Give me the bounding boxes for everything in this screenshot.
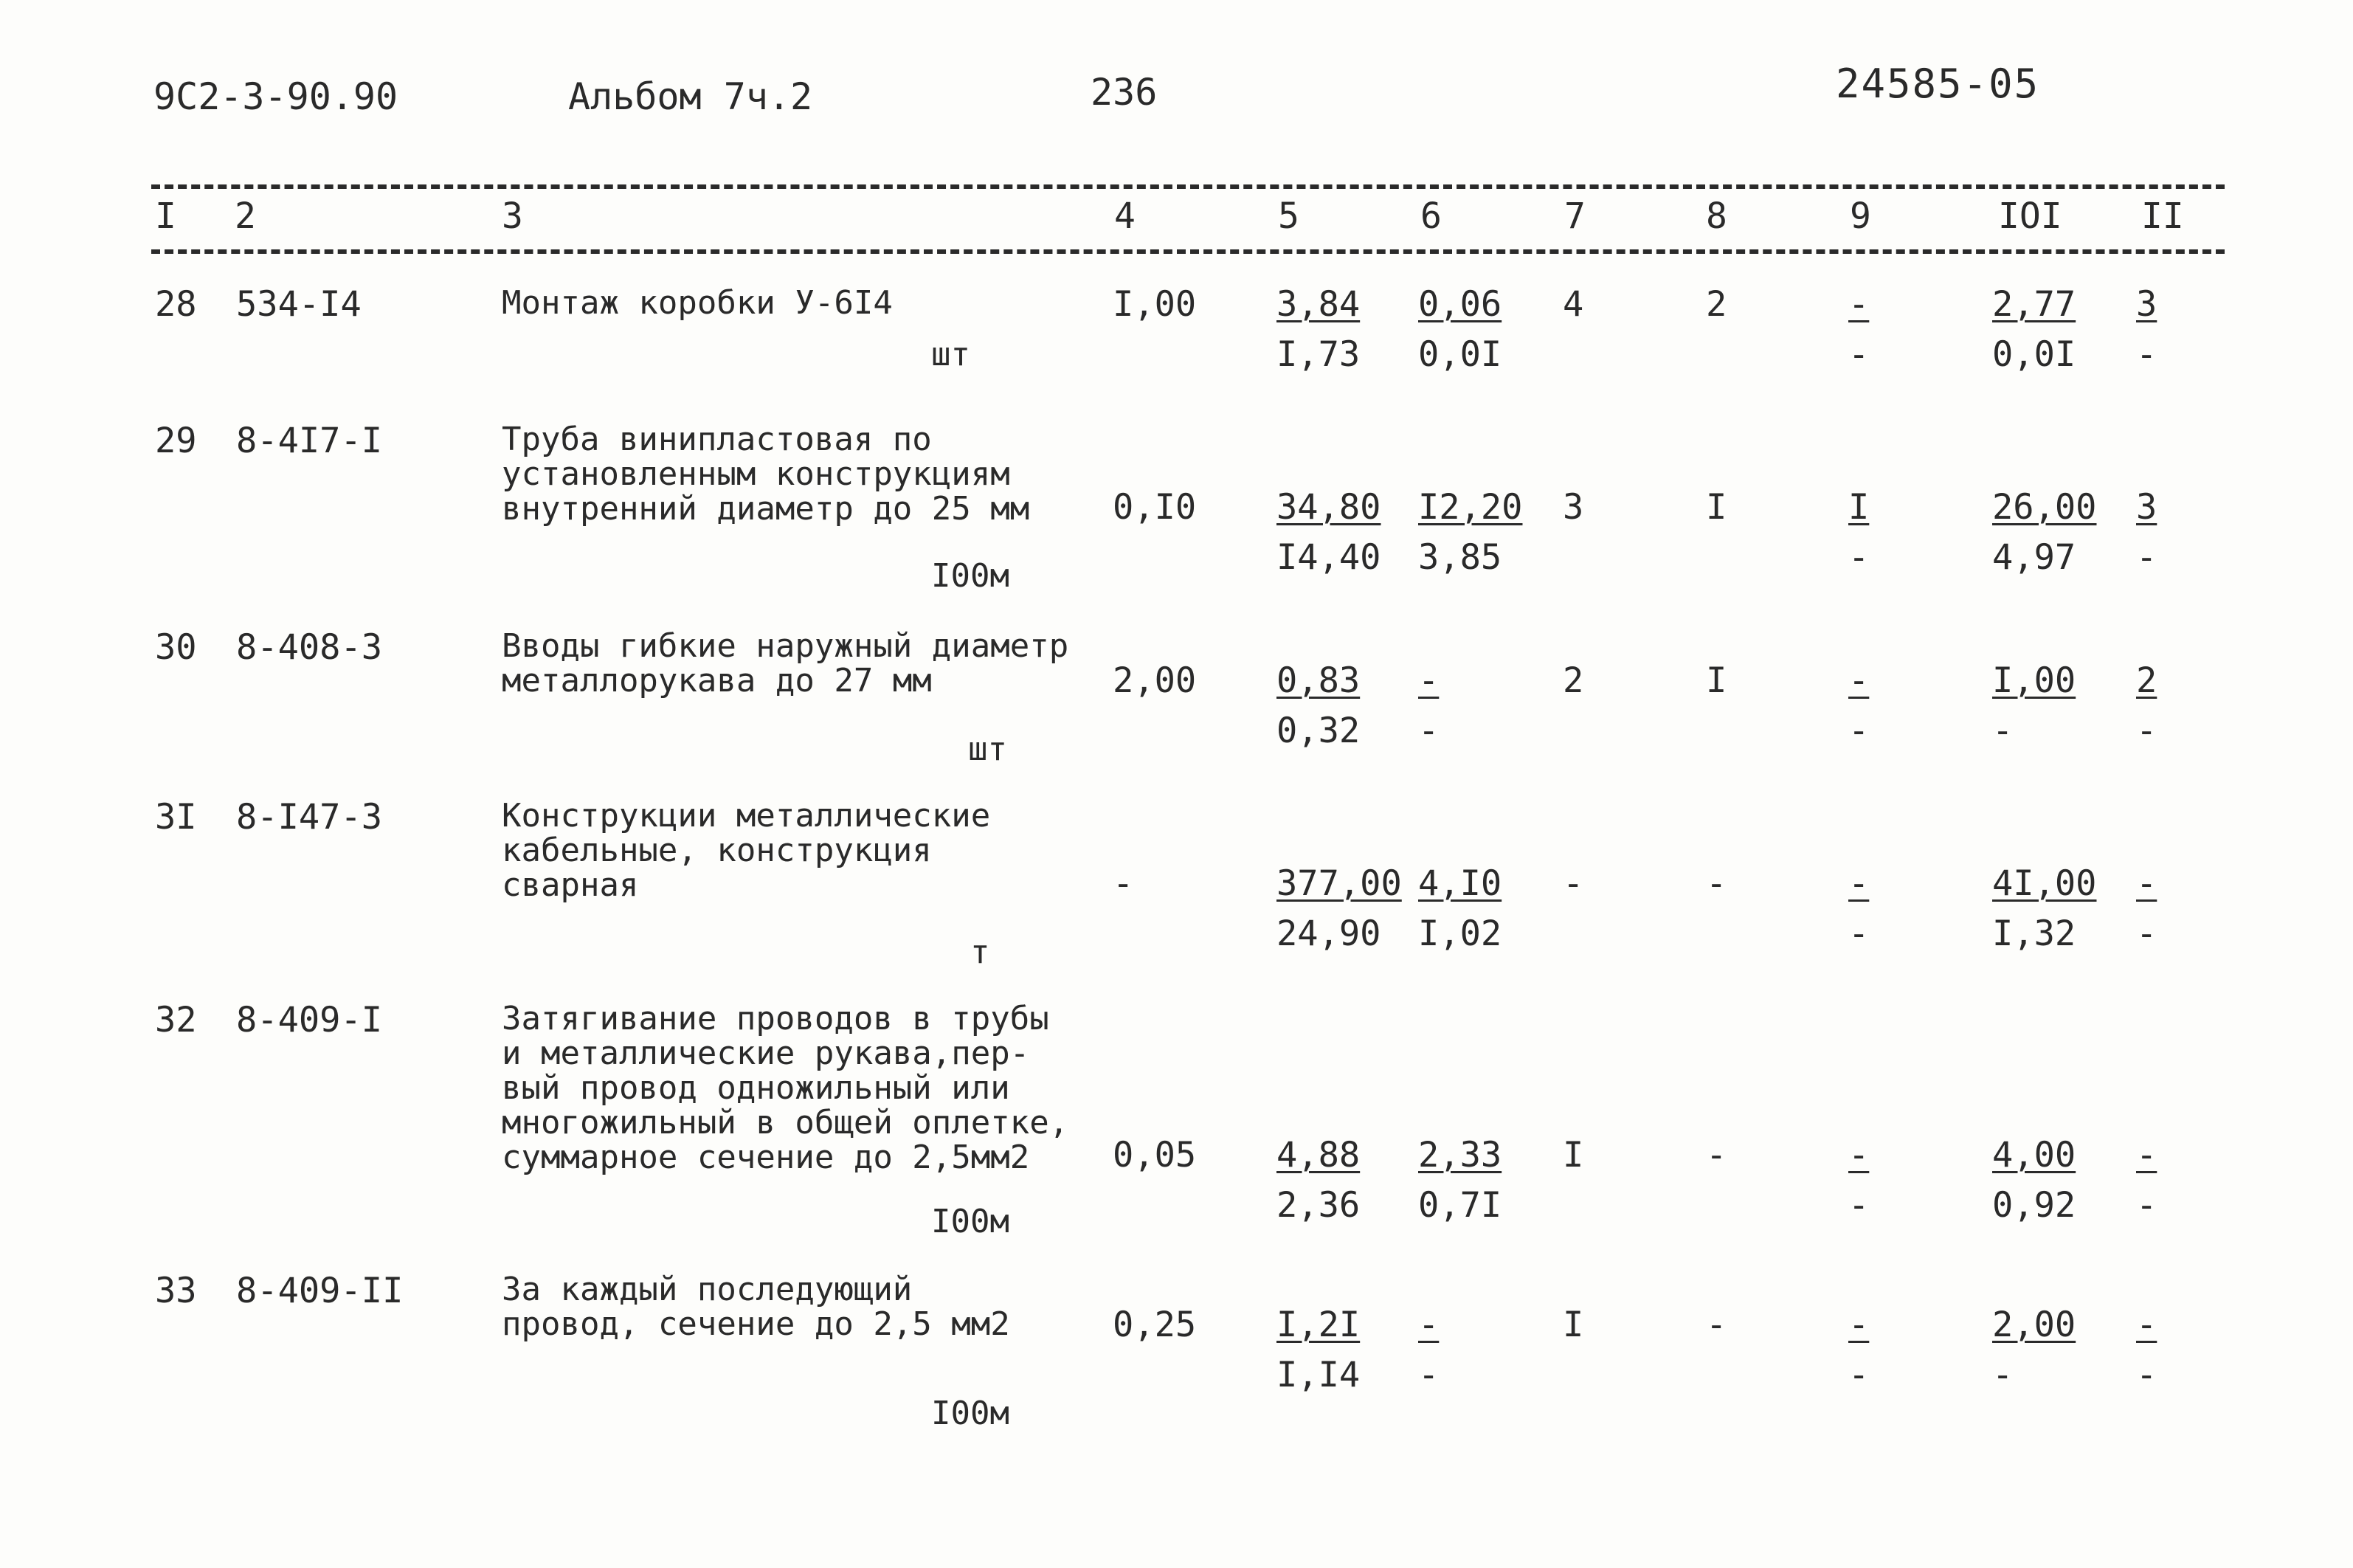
row-29-number: 29 [155,421,197,461]
row-33-col5-top: I,2I [1276,1305,1361,1345]
row-29-col7: 3 [1563,487,1584,528]
page-number: 236 [1091,71,1158,114]
col-header-3: 3 [502,196,523,237]
row-30-col5-top: 0,83 [1276,660,1361,701]
row-33-col9-top: - [1848,1305,1870,1345]
row-30-col11-top: 2 [2136,660,2157,701]
row-3I-number: 3I [155,797,197,837]
row-3I-col11-top: - [2136,863,2157,904]
row-30-col6-bottom: - [1418,711,1440,751]
row-30-col10-bottom: - [1992,711,2014,751]
row-3I-col9-top: - [1848,863,1870,904]
row-32-col9-top: - [1848,1135,1870,1175]
col-header-9: 9 [1850,196,1871,237]
row-32-quantity: 0,05 [1113,1135,1197,1175]
row-29-col11-bottom: - [2136,537,2157,578]
row-32-col5-bottom: 2,36 [1276,1185,1361,1226]
row-28-col10-bottom: 0,0I [1992,334,2076,375]
row-3I-col7: - [1563,863,1584,904]
row-29-col6-top: I2,20 [1418,487,1523,528]
row-29-col6-bottom: 3,85 [1418,537,1502,578]
row-28-quantity: I,00 [1113,284,1197,325]
row-29-col5-top: 34,80 [1276,487,1381,528]
row-33-number: 33 [155,1271,197,1311]
row-33-col6-bottom: - [1418,1355,1440,1395]
col-header-7: 7 [1564,196,1586,237]
row-28-col11-top: 3 [2136,284,2157,325]
col-header-1: I [155,196,176,237]
col-header-10: IOI [1998,196,2062,237]
row-30-description: Вводы гибкие наружный диаметр металлорукава до 27 мм [502,627,1069,700]
row-29-col9-top: I [1848,487,1870,528]
row-30-col6-top: - [1418,660,1440,701]
row-30-col9-bottom: - [1848,711,1870,751]
row-29-col10-bottom: 4,97 [1992,537,2076,578]
row-32-unit: I00м [931,1203,1009,1240]
row-28-col5-bottom: I,73 [1276,334,1361,375]
row-32-col10-top: 4,00 [1992,1135,2076,1175]
row-3I-description: Конструкции металлические кабельные, конструкция сварная [502,797,991,904]
row-29-col5-bottom: I4,40 [1276,537,1381,578]
row-28-code: 534-I4 [236,284,362,325]
row-32-col8: - [1706,1135,1727,1175]
row-32-col6-top: 2,33 [1418,1135,1502,1175]
row-28-col11-bottom: - [2136,334,2157,375]
row-29-code: 8-4I7-I [236,421,383,461]
row-30-col5-bottom: 0,32 [1276,711,1361,751]
row-32-code: 8-409-I [236,1000,383,1040]
row-33-col6-top: - [1418,1305,1440,1345]
handwritten-doc-number: 24585-05 [1836,61,2040,107]
row-3I-col5-top: 377,00 [1276,863,1402,904]
row-29-col11-top: 3 [2136,487,2157,528]
row-33-col7: I [1563,1305,1584,1345]
row-33-col9-bottom: - [1848,1355,1870,1395]
row-32-description: Затягивание проводов в трубы и металлические рукава,пер- вый провод одножильный или многожильный в общей оплетке, суммарное сечение до 2,5мм2 [502,1000,1069,1176]
col-header-11: II [2141,196,2184,237]
row-30-col9-top: - [1848,660,1870,701]
row-33-code: 8-409-II [236,1271,404,1311]
col-header-4: 4 [1114,196,1136,237]
row-29-unit: I00м [931,557,1009,595]
row-3I-col11-bottom: - [2136,913,2157,954]
row-3I-col5-bottom: 24,90 [1276,913,1381,954]
row-28-col6-bottom: 0,0I [1418,334,1502,375]
row-32-number: 32 [155,1000,197,1040]
col-header-2: 2 [235,196,256,237]
row-29-description: Труба винипластовая по установленным конструкциям внутренний диаметр до 25 мм [502,421,1030,528]
row-32-col5-top: 4,88 [1276,1135,1361,1175]
row-28-col9-bottom: - [1848,334,1870,375]
col-header-6: 6 [1420,196,1442,237]
row-3I-col10-top: 4I,00 [1992,863,2097,904]
row-30-col8: I [1706,660,1727,701]
row-32-col6-bottom: 0,7I [1418,1185,1502,1226]
row-28-col8: 2 [1706,284,1727,325]
row-33-description: За каждый последующий провод, сечение до 2,5 мм2 [502,1271,1010,1343]
row-30-quantity: 2,00 [1113,660,1197,701]
row-29-col8: I [1706,487,1727,528]
row-28-col6-top: 0,06 [1418,284,1502,325]
row-28-col9-top: - [1848,284,1870,325]
col-header-5: 5 [1278,196,1299,237]
row-30-number: 30 [155,627,197,668]
row-33-col11-top: - [2136,1305,2157,1345]
row-29-quantity: 0,I0 [1113,487,1197,528]
row-3I-unit: т [970,933,990,971]
row-32-col7: I [1563,1135,1584,1175]
row-3I-col10-bottom: I,32 [1992,913,2076,954]
col-header-8: 8 [1706,196,1727,237]
row-28-col5-top: 3,84 [1276,284,1361,325]
row-29-col9-bottom: - [1848,537,1870,578]
row-32-col10-bottom: 0,92 [1992,1185,2076,1226]
header-rule-bottom [151,249,2225,254]
row-28-col7: 4 [1563,284,1584,325]
row-30-unit: шт [968,731,1007,768]
row-3I-quantity: - [1113,863,1134,904]
row-32-col11-bottom: - [2136,1185,2157,1226]
row-33-col11-bottom: - [2136,1355,2157,1395]
header-rule-top [151,184,2225,189]
row-30-code: 8-408-3 [236,627,383,668]
row-30-col10-top: I,00 [1992,660,2076,701]
album-label: Альбом 7ч.2 [568,75,813,118]
document-code: 9С2-3-90.90 [153,75,398,118]
row-32-col9-bottom: - [1848,1185,1870,1226]
row-28-description: Монтаж коробки У-6I4 [502,284,893,322]
row-33-unit: I00м [931,1395,1009,1432]
row-3I-col8: - [1706,863,1727,904]
row-30-col7: 2 [1563,660,1584,701]
row-3I-col6-bottom: I,02 [1418,913,1502,954]
row-33-col5-bottom: I,I4 [1276,1355,1361,1395]
row-33-quantity: 0,25 [1113,1305,1197,1345]
row-28-number: 28 [155,284,197,325]
row-29-col10-top: 26,00 [1992,487,2097,528]
row-33-col8: - [1706,1305,1727,1345]
row-3I-code: 8-I47-3 [236,797,383,837]
row-30-col11-bottom: - [2136,711,2157,751]
row-33-col10-top: 2,00 [1992,1305,2076,1345]
row-32-col11-top: - [2136,1135,2157,1175]
row-3I-col6-top: 4,I0 [1418,863,1502,904]
row-28-unit: шт [931,336,970,373]
row-3I-col9-bottom: - [1848,913,1870,954]
row-33-col10-bottom: - [1992,1355,2014,1395]
row-28-col10-top: 2,77 [1992,284,2076,325]
